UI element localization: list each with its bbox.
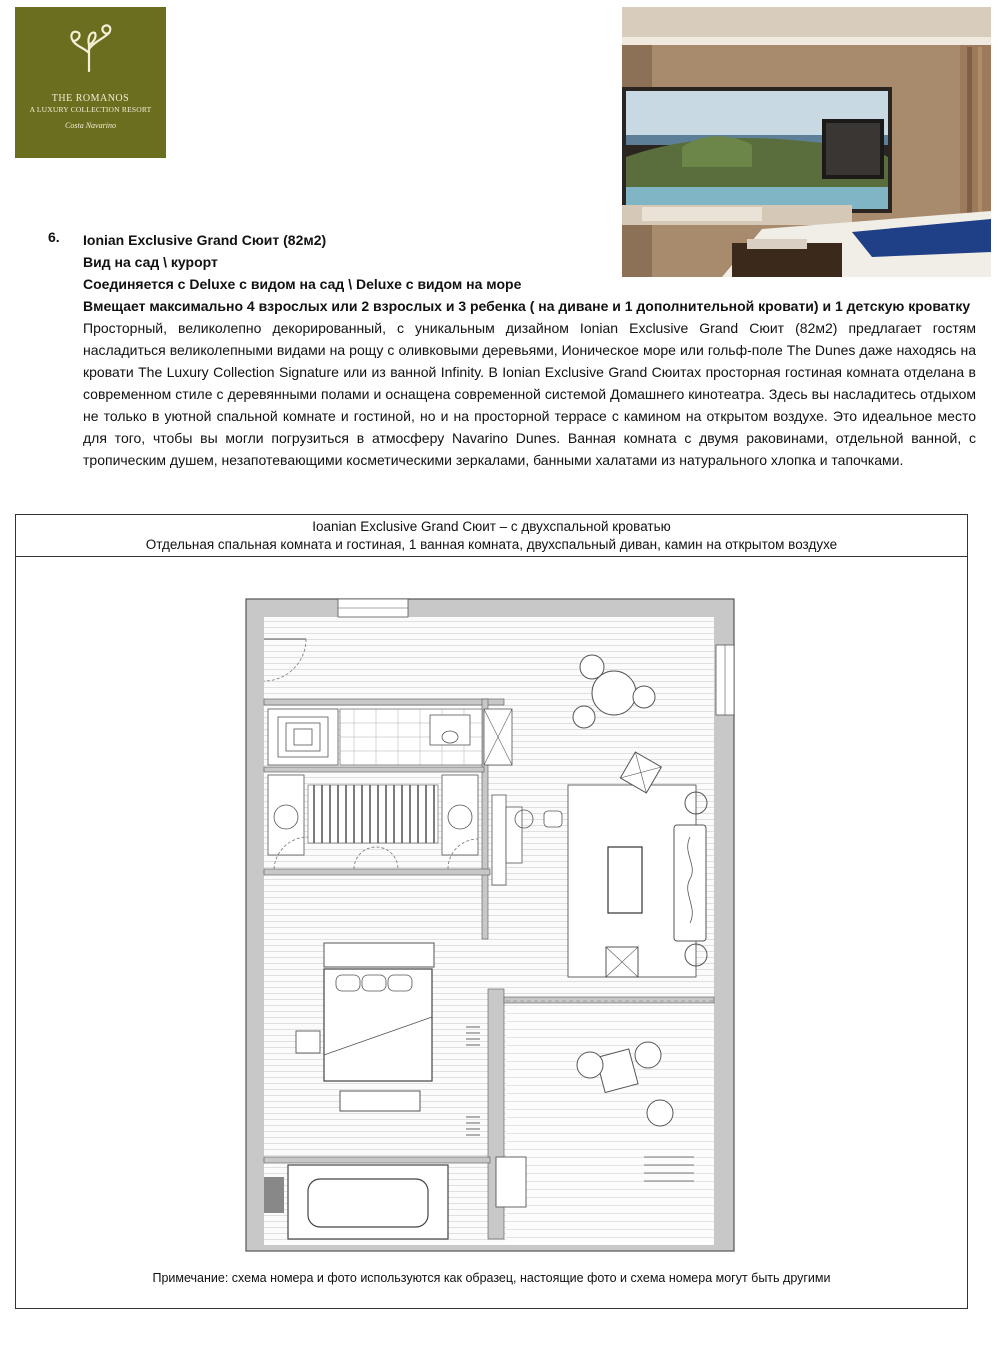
resort-logo [15,7,166,158]
logo-location: Costa Navarino [65,121,116,130]
olive-branch-icon [65,23,117,73]
logo-name: THE ROMANOS [51,93,130,104]
floor-plan-box [15,514,968,1309]
room-view: Вид на сад \ курорт [83,254,218,270]
floor-plan-note: Примечание: схема номера и фото используются как образец, настоящие фото и схема номера могут быть другими [152,1271,831,1285]
floor-plan-drawing [244,597,738,1253]
floor-plan-header [16,515,967,557]
room-title: Ionian Exclusive Grand Сюит (82м2) [83,232,327,248]
floor-plan-title: Ioanian Exclusive Grand Сюит – с двухспальной кроватью [312,519,671,534]
logo-subtitle: A LUXURY COLLECTION RESORT [29,105,152,114]
room-capacity: Вмещает максимально 4 взрослых или 2 взрослых и 3 ребенка ( на диване и 1 дополнительной кровати) и 1 детскую кроватку [83,298,971,314]
room-connects: Соединяется с Deluxe с видом на сад \ Deluxe с видом на море [83,276,522,292]
floor-plan-subtitle: Отдельная спальная комната и гостиная, 1 ванная комната, двухспальный диван, камин на открытом воздухе [145,537,838,552]
room-description: Просторный, великолепно декорированный, с уникальным дизайном Ionian Exclusive Grand Сюит (82м2) предлагает гостям насладиться великолепными видами на рощу с оливковыми деревьями, Ионическое море или гольф-поле The Dunes даже находясь на кровати The Luxury Collection Signature или из ванной Infinity. В Ionian Exclusive Grand Сюитах просторная гостиная комната отделана в современном стиле с деревянными полами и оснащена современной системой Домашнего кинотеатра. Здесь вы насладитесь отдыхом не только в уютной спальной комнате и гостиной, но и на просторной террасе с камином на открытом воздухе. Это идеальное место для того, чтобы вы могли погрузиться в атмосферу Navarino Dunes. Ванная комната с двумя раковинами, отдельной ванной, с тропическим душем, незапотевающими косметическими зеркалами, банными халатами из натурального хлопка и тапочками. [83,320,976,468]
room-description-block [83,229,976,471]
item-number: 6. [48,229,60,245]
